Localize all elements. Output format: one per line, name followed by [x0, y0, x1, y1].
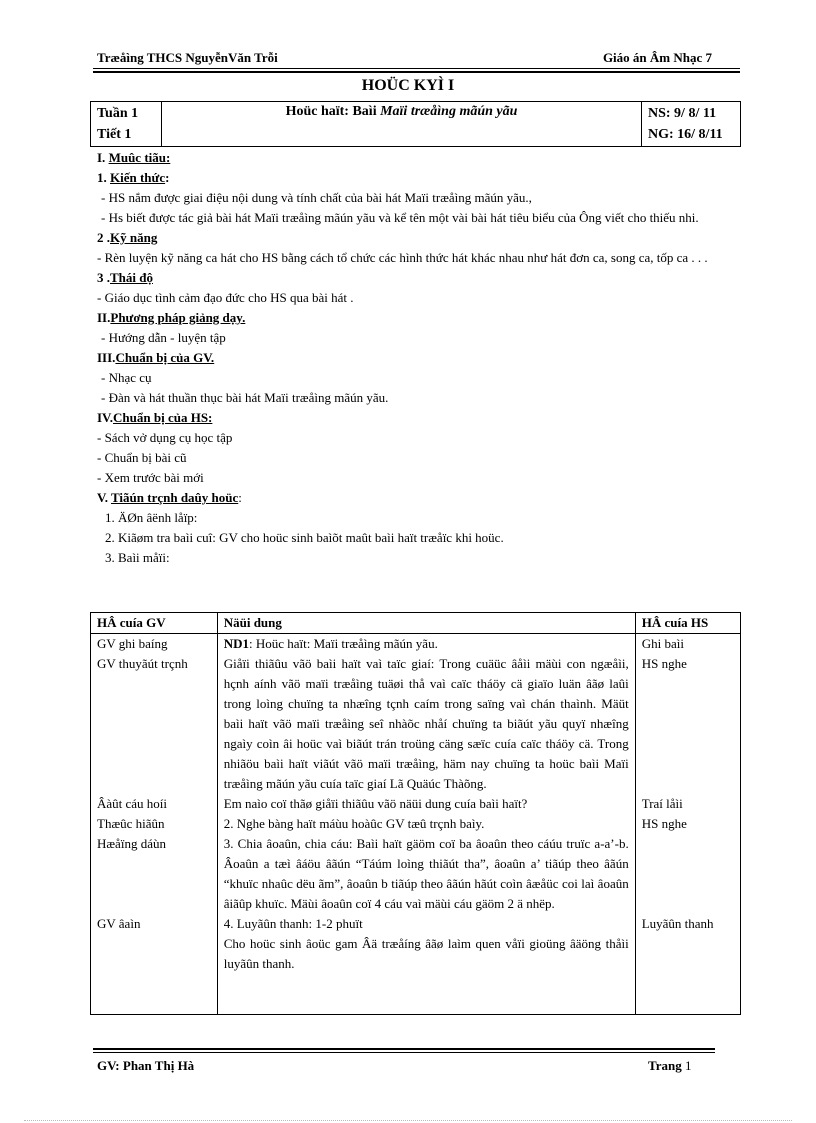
header-rule-thin — [93, 68, 740, 69]
activities-table — [90, 612, 741, 1015]
header-rule-thick — [93, 71, 740, 73]
student-prep-heading: IV.Chuẩn bị của HS: — [97, 410, 213, 425]
procedure-step: 2. Kiãøm tra baìi cuî: GV cho hoüc sinh baìõt maût baìi haït træåïc khi hoüc. — [105, 530, 504, 545]
subject-prefix: Giáo án Âm Nhạc — [602, 50, 706, 65]
dates-cell — [642, 102, 741, 147]
student-activity: Luyãûn thanh — [641, 916, 714, 931]
lesson-title-cell — [162, 102, 642, 147]
teacher-activity-cell: GV ghi baíng GV thuyãút trçnh Âàût cáu hoíi Thæûc hiãûn Hæåïng dáùn GV âaìn — [91, 634, 218, 1015]
teacher-prep-heading: III.Chuẩn bị của GV. — [97, 350, 215, 365]
ng-date: NG: 16/ 8/11 — [648, 127, 723, 142]
week-period-cell — [91, 102, 162, 147]
semester-title: HOÜC KYÌ I — [361, 77, 455, 94]
teacher-activity: GV âaìn — [97, 916, 141, 931]
header-student-activity: HÂ cuía HS — [635, 613, 740, 634]
knowledge-item: - HS nắm được giai điệu nội dung và tính chất của bài hát Maïi træåìng mãún yãu., — [101, 190, 532, 205]
knowledge-heading: 1. Kiến thức: — [97, 170, 170, 185]
header-teacher-activity: HÂ cuía GV — [91, 613, 218, 634]
method-heading: II.Phương pháp giảng dạy. — [97, 310, 246, 325]
period: Tiết 1 — [97, 127, 132, 142]
attitude-heading: 3 .Thái độ — [97, 270, 153, 285]
lesson-name: Maïi træåìng mãún yãu — [380, 104, 518, 119]
school-name: Træåìng THCS NguyễnVăn Trỗi — [97, 50, 278, 65]
student-prep-item: - Chuẩn bị bài cũ — [97, 450, 187, 465]
table-header-row — [91, 613, 741, 634]
footer-rule-thin — [93, 1052, 715, 1053]
skill-item: - Rèn luyện kỹ năng ca hát cho HS bằng cách tổ chức các hình thức hát khác nhau như hát đơn ca, song ca, tốp ca . . . — [97, 250, 708, 265]
ns-date: NS: 9/ 8/ 11 — [648, 106, 717, 121]
lesson-info-table — [90, 101, 741, 147]
header-content: Näüi dung — [217, 613, 635, 634]
lesson-prefix: Hoüc haït: Baìi — [285, 104, 381, 119]
teacher-activity: Hæåïng dáùn — [97, 836, 166, 851]
knowledge-item: - Hs biết được tác giả bài hát Maïi træåìng mãún yãu và kể tên một vài bài hát tiêu biểu của Ông viết cho thiếu nhi. — [101, 210, 699, 225]
subject-label — [603, 50, 712, 66]
table-row — [91, 634, 741, 1015]
attitude-item: - Giáo dục tình cảm đạo đức cho HS qua bài hát . — [97, 290, 354, 305]
subject-grade: 7 — [705, 50, 712, 65]
student-activity: Traí låìi — [641, 796, 683, 811]
teacher-activity: Âàût cáu hoíi — [97, 796, 168, 811]
page-number: Trang 1 — [648, 1058, 692, 1073]
teacher-prep-item: - Nhạc cụ — [101, 370, 152, 385]
teacher-activity: Thæûc hiãûn — [97, 816, 165, 831]
objectives-heading: I. Muûc tiãu: — [97, 150, 171, 165]
footer-rule-thick — [93, 1048, 715, 1050]
content-cell: ND1: Hoüc haït: Maïi træåìng mãún yãu. Giåïi thiãûu vãö baìi haït vaì taïc giaí: Trong cuäüc âåìi mäùi con ngæåìi, hçnh aính vãö maïi træåìng tuäøi thå vaì caïc tháöy cä giaïo luän âãø laûi trong loìng chuïng ta nhæîng tçnh caím trong saïng vaì chán thaình. Mäüt baìi haït vãö maïi træåìng seî nhàõc nhåí chuïng ta biãút yãu quyï nhæîng ngaìy coìn âi hoüc vaì biãút trán troüng cäng sæïc cuía caïc tháöy cä. Trong nhiãöu baìi haït viãút vãö maïi træåìng, häm nay chuïng ta hoüc baìi Maïi træåìng mãún yãu cuía taïc giaí Lã Quäúc Thàõng. Em naìo coï thãø giåïi thiãûu vãö näüi dung cuía baìi haït? 2. Nghe bàng haït máùu hoàûc GV tæû trçnh baìy. 3. Chia âoaûn, chia cáu: Baìi haït gäöm coï ba âoaûn theo cáúu truïc a-a’-b. Âoaûn a tæì âáöu âãún “Táúm loìng thiãút tha”, âoaûn a’ tiãúp theo âãún “khuïc nhaûc dëu ãm”, âoaûn b tiãúp theo âãún hãút coìn âæåüc coi laì âoaûn âiãûp khuïc. Mäùi âoaûn coï 4 cáu vaì mäùi cáu gäöm 2 ä nhëp. 4. Luyãûn thanh: 1-2 phuït Cho hoüc sinh âoüc gam Âä træåíng âãø laìm quen våïi gioüng âäöng thåìi luyãûn thanh. — [217, 634, 635, 1015]
student-prep-item: - Sách vở dụng cụ học tập — [97, 430, 233, 445]
teacher-prep-item: - Đàn và hát thuần thục bài hát Maïi træåìng mãún yãu. — [101, 390, 389, 405]
skill-heading: 2 .Kỹ năng — [97, 230, 158, 245]
procedure-step: 1. ÄØn âënh låïp: — [105, 510, 198, 525]
procedure-heading: V. Tiãún trçnh daûy hoüc: — [97, 490, 242, 505]
week: Tuần 1 — [97, 106, 139, 121]
teacher-name: GV: Phan Thị Hà — [97, 1058, 195, 1073]
procedure-step: 3. Baìi måïi: — [105, 550, 170, 565]
method-item: - Hướng dẫn - luyện tập — [101, 330, 226, 345]
lesson-plan-body — [97, 148, 740, 568]
student-activity-cell: Ghi baìi HS nghe Traí låìi HS nghe Luyãûn thanh — [635, 634, 740, 1015]
student-prep-item: - Xem trước bài mới — [97, 470, 204, 485]
student-activity: HS nghe — [641, 816, 687, 831]
page-edge — [24, 1120, 792, 1121]
